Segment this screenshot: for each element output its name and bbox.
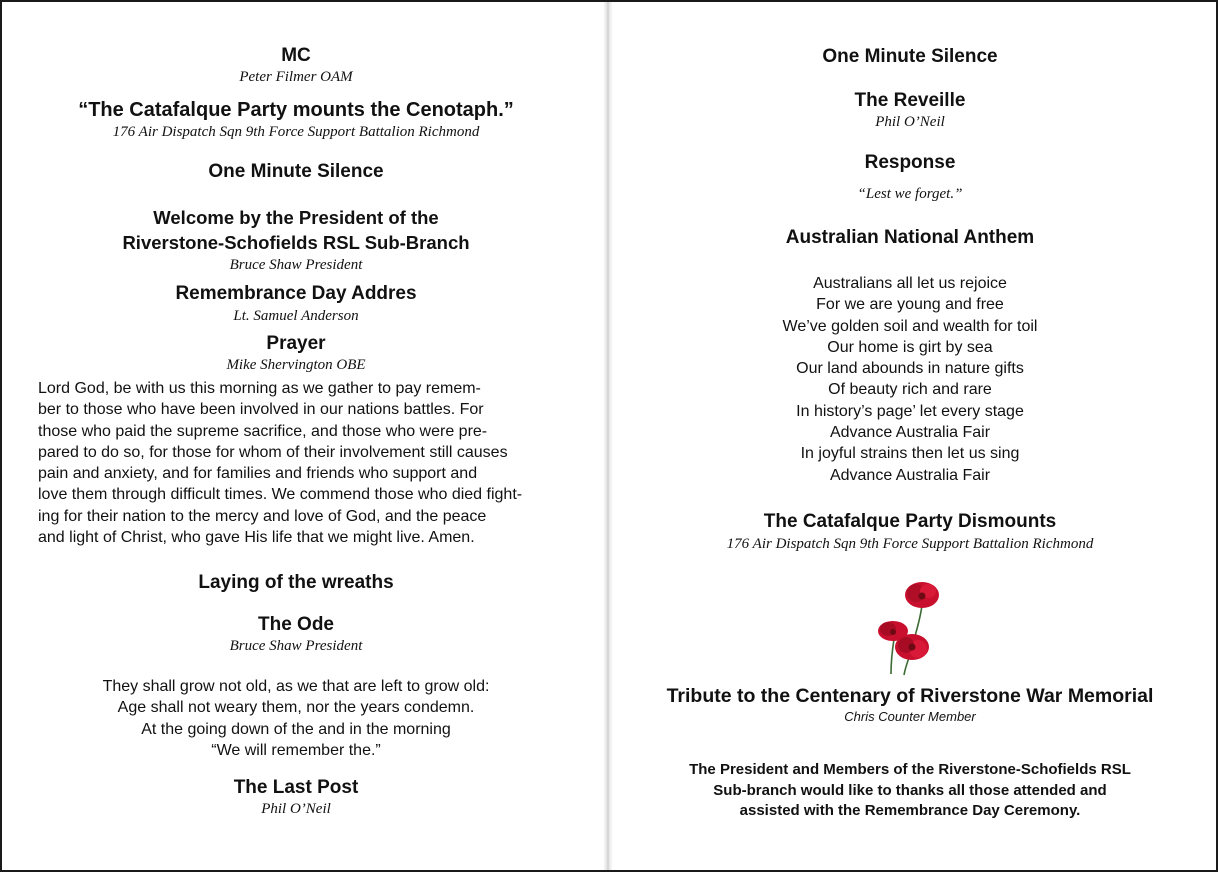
anthem-line: Of beauty rich and rare — [828, 381, 992, 399]
prayer-line: Lord God, be with us this morning as we gather to pay remem- — [38, 380, 481, 397]
ode-line: “We will remember the.” — [211, 741, 381, 759]
ode-title: The Ode — [257, 614, 334, 635]
address-sub: Lt. Samuel Anderson — [233, 307, 359, 324]
prayer-sub: Mike Shervington OBE — [226, 356, 366, 373]
response-title: Response — [864, 152, 956, 173]
anthem-line: For we are young and free — [816, 296, 1004, 314]
last-post-title: The Last Post — [233, 777, 359, 798]
reveille-title: The Reveille — [854, 90, 966, 111]
prayer-line: love them through difficult times. We commend those who died fight- — [38, 486, 523, 504]
ode-line: At the going down of the and in the morning — [141, 720, 451, 738]
anthem-line: In history’s page’ let every stage — [796, 402, 1024, 420]
anthem-line: We’ve golden soil and wealth for toil — [782, 317, 1038, 335]
left-silence-title: One Minute Silence — [208, 161, 384, 182]
prayer-line: pared to do so, for those for whom of their involvement still causes — [38, 443, 508, 461]
anthem-line: Advance Australia Fair — [829, 466, 991, 484]
prayer-line: and light of Christ, who gave His life that we might live. Amen. — [38, 529, 475, 547]
thanks-line: The President and Members of the Riverstone-Schofields RSL — [689, 761, 1131, 778]
reveille-sub: Phil O’Neil — [875, 113, 945, 130]
anthem-line: In joyful strains then let us sing — [800, 445, 1020, 463]
welcome-title-line2: Riverstone-Schofields RSL Sub-Branch — [122, 232, 470, 253]
prayer-line: those who paid the supreme sacrifice, and those who were pre- — [38, 422, 488, 440]
tribute-sub: Chris Counter Member — [844, 709, 976, 725]
anthem-line: Our home is girt by sea — [827, 338, 993, 356]
left-page — [38, 2, 554, 870]
prayer-text — [38, 378, 554, 548]
tribute-title: Tribute to the Centenary of Riverstone War Memorial — [666, 685, 1154, 707]
thanks-line: Sub-branch would like to thanks all those attended and — [713, 781, 1107, 799]
prayer-line: ing for their nation to the mercy and love of God, and the peace — [38, 507, 487, 525]
welcome-title-line1: Welcome by the President of the — [153, 207, 439, 228]
prayer-title: Prayer — [266, 333, 326, 354]
response-sub: “Lest we forget.” — [857, 185, 963, 202]
anthem-title: Australian National Anthem — [785, 227, 1035, 248]
anthem-text — [628, 273, 1192, 486]
address-title: Remembrance Day Addres — [175, 283, 417, 304]
ode-line: Age shall not weary them, nor the years condemn. — [117, 699, 475, 717]
mc-title: MC — [281, 45, 311, 66]
mc-name: Peter Filmer OAM — [239, 68, 353, 85]
prayer-line: ber to those who have been involved in our nations battles. For — [38, 401, 484, 419]
welcome-sub: Bruce Shaw President — [229, 257, 363, 273]
anthem-line: Advance Australia Fair — [829, 424, 991, 442]
wreaths-title: Laying of the wreaths — [198, 572, 394, 593]
ode-sub: Bruce Shaw President — [229, 637, 363, 654]
thanks-line: assisted with the Remembrance Day Ceremony. — [739, 802, 1081, 819]
right-page — [628, 2, 1192, 870]
catafalque-mount-title: “The Catafalque Party mounts the Cenotaph.” — [78, 99, 514, 121]
dismount-title: The Catafalque Party Dismounts — [763, 511, 1057, 532]
ode-text — [38, 676, 554, 761]
prayer-line: pain and anxiety, and for families and friends who support and — [38, 465, 478, 483]
right-silence-title: One Minute Silence — [822, 46, 998, 67]
anthem-line: Our land abounds in nature gifts — [796, 360, 1024, 378]
anthem-line: Australians all let us rejoice — [813, 275, 1007, 292]
page-fold — [603, 2, 613, 870]
ode-line: They shall grow not old, as we that are left to grow old: — [102, 678, 490, 695]
thanks-text — [628, 760, 1192, 822]
catafalque-mount-sub: 176 Air Dispatch Sqn 9th Force Support Battalion Richmond — [112, 124, 480, 140]
poppy-flowers-icon — [872, 577, 944, 677]
last-post-sub: Phil O’Neil — [261, 800, 331, 817]
dismount-sub: 176 Air Dispatch Sqn 9th Force Support Battalion Richmond — [726, 535, 1094, 552]
